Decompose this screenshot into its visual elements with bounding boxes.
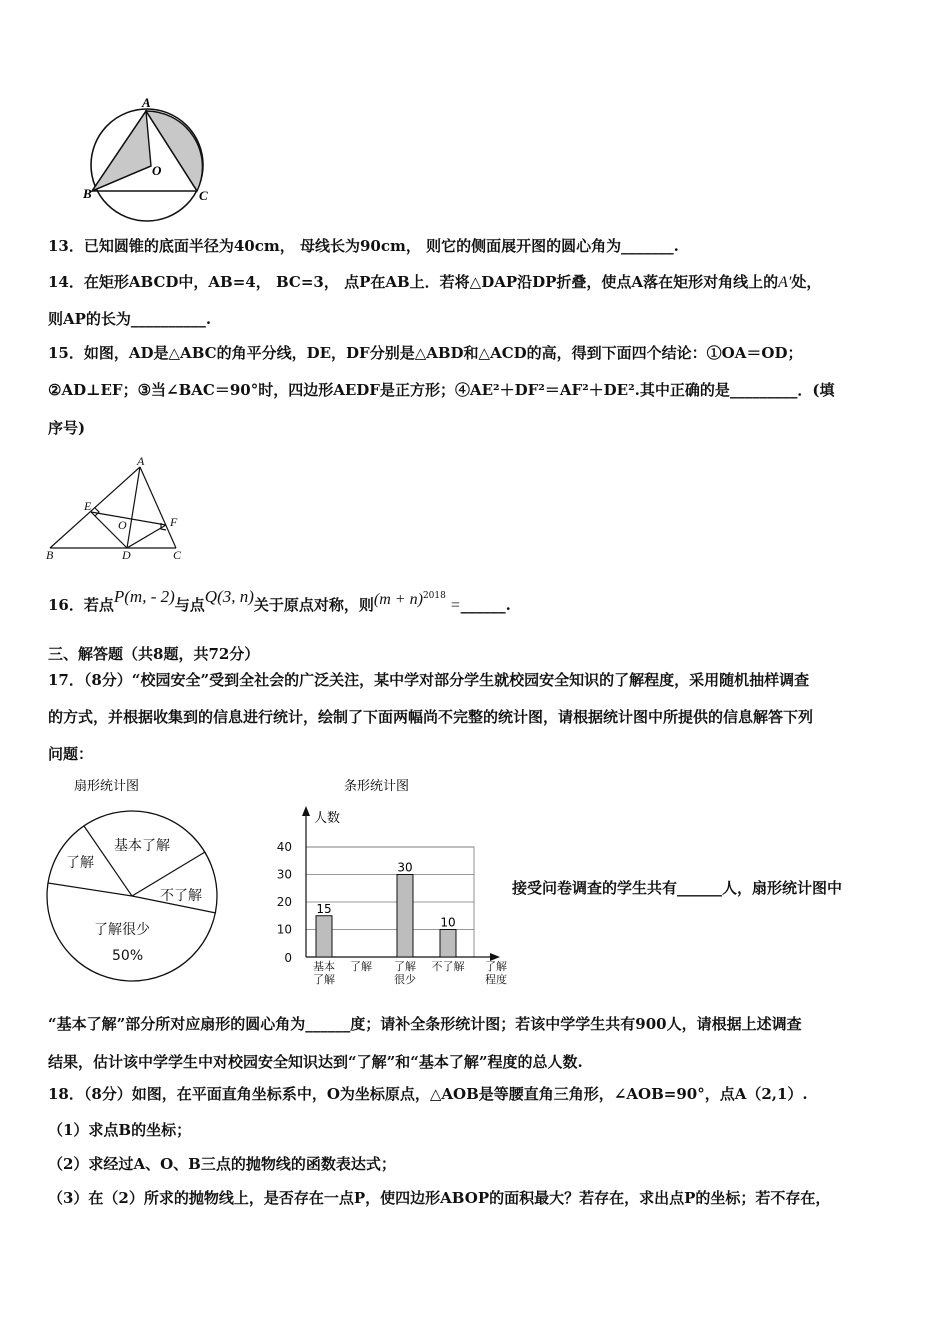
q16-point-p: P(m, - 2) (113, 587, 175, 606)
question-17-line4: “基本了解”部分所对应扇形的圆心角为______度；请补全条形统计图；若该中学学生共有900人，请根据上述调查 (48, 1015, 802, 1033)
pie-label-basic: 基本了解 (114, 838, 170, 854)
question-17-side-text: 接受问卷调查的学生共有______人，扇形统计图中 (512, 879, 843, 897)
pie-label-pct: 50% (112, 948, 144, 964)
bar-cat-3b: 很少 (394, 973, 416, 986)
bar-cat-2: 了解 (350, 960, 372, 973)
fig15-label-C: C (173, 548, 182, 562)
y-axis-arrow (302, 806, 310, 816)
fig15-label-A: A (137, 455, 145, 468)
bar-1 (316, 916, 332, 957)
bar-ylabel: 人数 (314, 811, 341, 826)
bar-cat-4: 不了解 (431, 960, 465, 973)
question-17-line3: 问题： (48, 745, 94, 763)
question-18-sub2: （2）求经过A、O、B三点的抛物线的函数表达式； (48, 1155, 396, 1173)
tick-10: 10 (276, 922, 292, 937)
question-18-line1: 18．（8分）如图，在平面直角坐标系中，O为坐标原点，△AOB是等腰直角三角形，∠AOB=90°，点A（2,1）. (48, 1085, 808, 1103)
q14-text-a: 14．在矩形ABCD中，AB=4， BC=3， 点P在AB上．若将△DAP沿DP折叠，使点A落在矩形对角线上的 (48, 273, 779, 291)
q16-mid1: 与点 (174, 596, 205, 614)
bar-value-label-3: 30 (397, 860, 413, 875)
fig15-label-D: D (122, 548, 131, 562)
tick-30: 30 (276, 867, 292, 882)
bar-4 (440, 930, 456, 958)
question-16 (48, 587, 511, 616)
bar-chart-title: 条形统计图 (344, 779, 410, 794)
pie-label-know: 了解 (66, 855, 94, 871)
q16-expr: (m + n) (373, 591, 423, 608)
bar-3 (397, 875, 413, 958)
fig15-label-F: F (170, 515, 178, 529)
q16-blank: ______. (460, 596, 511, 614)
pie-chart-title: 扇形统计图 (74, 779, 140, 794)
tick-20: 20 (276, 895, 292, 909)
pie-label-little: 了解很少 (94, 922, 150, 938)
label-O: O (152, 163, 162, 178)
bar-xlabel-1: 了解 (485, 960, 507, 973)
label-B: B (83, 186, 92, 201)
q16-point-q: Q(3, n) (204, 587, 254, 606)
section-3-title: 三、解答题（共8题，共72分） (48, 645, 260, 663)
question-14-line1 (48, 272, 821, 293)
q16-prefix: 16．若点 (48, 596, 114, 614)
q16-exponent: 2018 (422, 591, 446, 601)
q16-equals: = (445, 597, 461, 614)
question-17-line5: 结果，估计该中学学生中对校园安全知识达到“了解”和“基本了解”程度的总人数. (48, 1053, 583, 1071)
label-A: A (142, 95, 151, 110)
question-15-line1: 15．如图，AD是△ABC的角平分线，DE，DF分别是△ABD和△ACD的高，得到下面四个结论：①OA＝OD； (48, 344, 803, 362)
question-17-line1: 17．（8分）“校园安全”受到全社会的广泛关注，某中学对部分学生就校园安全知识的了解程度，采用随机抽样调查 (48, 671, 810, 689)
question-18-sub3: （3）在（2）所求的抛物线上，是否存在一点P，使四边形ABOP的面积最大？若存在，求出点P的坐标；若不存在， (48, 1189, 831, 1207)
question-18-sub1: （1）求点B的坐标； (48, 1121, 192, 1139)
bar-cat-1a: 基本 (313, 960, 335, 973)
q14-text-b: 处， (791, 273, 822, 291)
tick-40: 40 (276, 840, 292, 854)
bar-cat-1b: 了解 (313, 973, 335, 986)
triangle-bisector-figure (40, 455, 190, 563)
tick-0: 0 (284, 951, 292, 965)
bar-xlabel-2: 程度 (485, 973, 507, 986)
question-14-line2: 则AP的长为__________. (48, 310, 212, 328)
question-13: 13．已知圆锥的底面半径为40cm， 母线长为90cm， 则它的侧面展开图的圆心角为_______. (48, 237, 679, 255)
pie-chart (44, 772, 224, 992)
q14-a-prime: A′ (778, 274, 792, 291)
circle-triangle-figure (80, 95, 220, 230)
bar-value-label-4: 10 (440, 915, 456, 930)
bar-cat-3a: 了解 (394, 960, 416, 973)
q16-mid2: 关于原点对称，则 (253, 596, 374, 614)
question-15-line3: 序号) (48, 419, 86, 437)
question-17-line2: 的方式，并根据收集到的信息进行统计，绘制了下面两幅尚不完整的统计图，请根据统计图中所提供的信息解答下列 (48, 708, 814, 726)
bar-chart (262, 772, 512, 992)
fig15-label-B: B (46, 548, 54, 562)
fig15-label-O: O (118, 518, 127, 532)
bar-value-label-1: 15 (316, 901, 332, 916)
fig15-label-E: E (84, 499, 92, 513)
question-15-line2: ②AD⊥EF；③当∠BAC＝90°时，四边形AEDF是正方形；④AE²＋DF²＝AF²＋DE².其中正确的是_________．(填 (48, 381, 835, 399)
label-C: C (199, 188, 208, 203)
pie-label-none: 不了解 (160, 888, 202, 904)
